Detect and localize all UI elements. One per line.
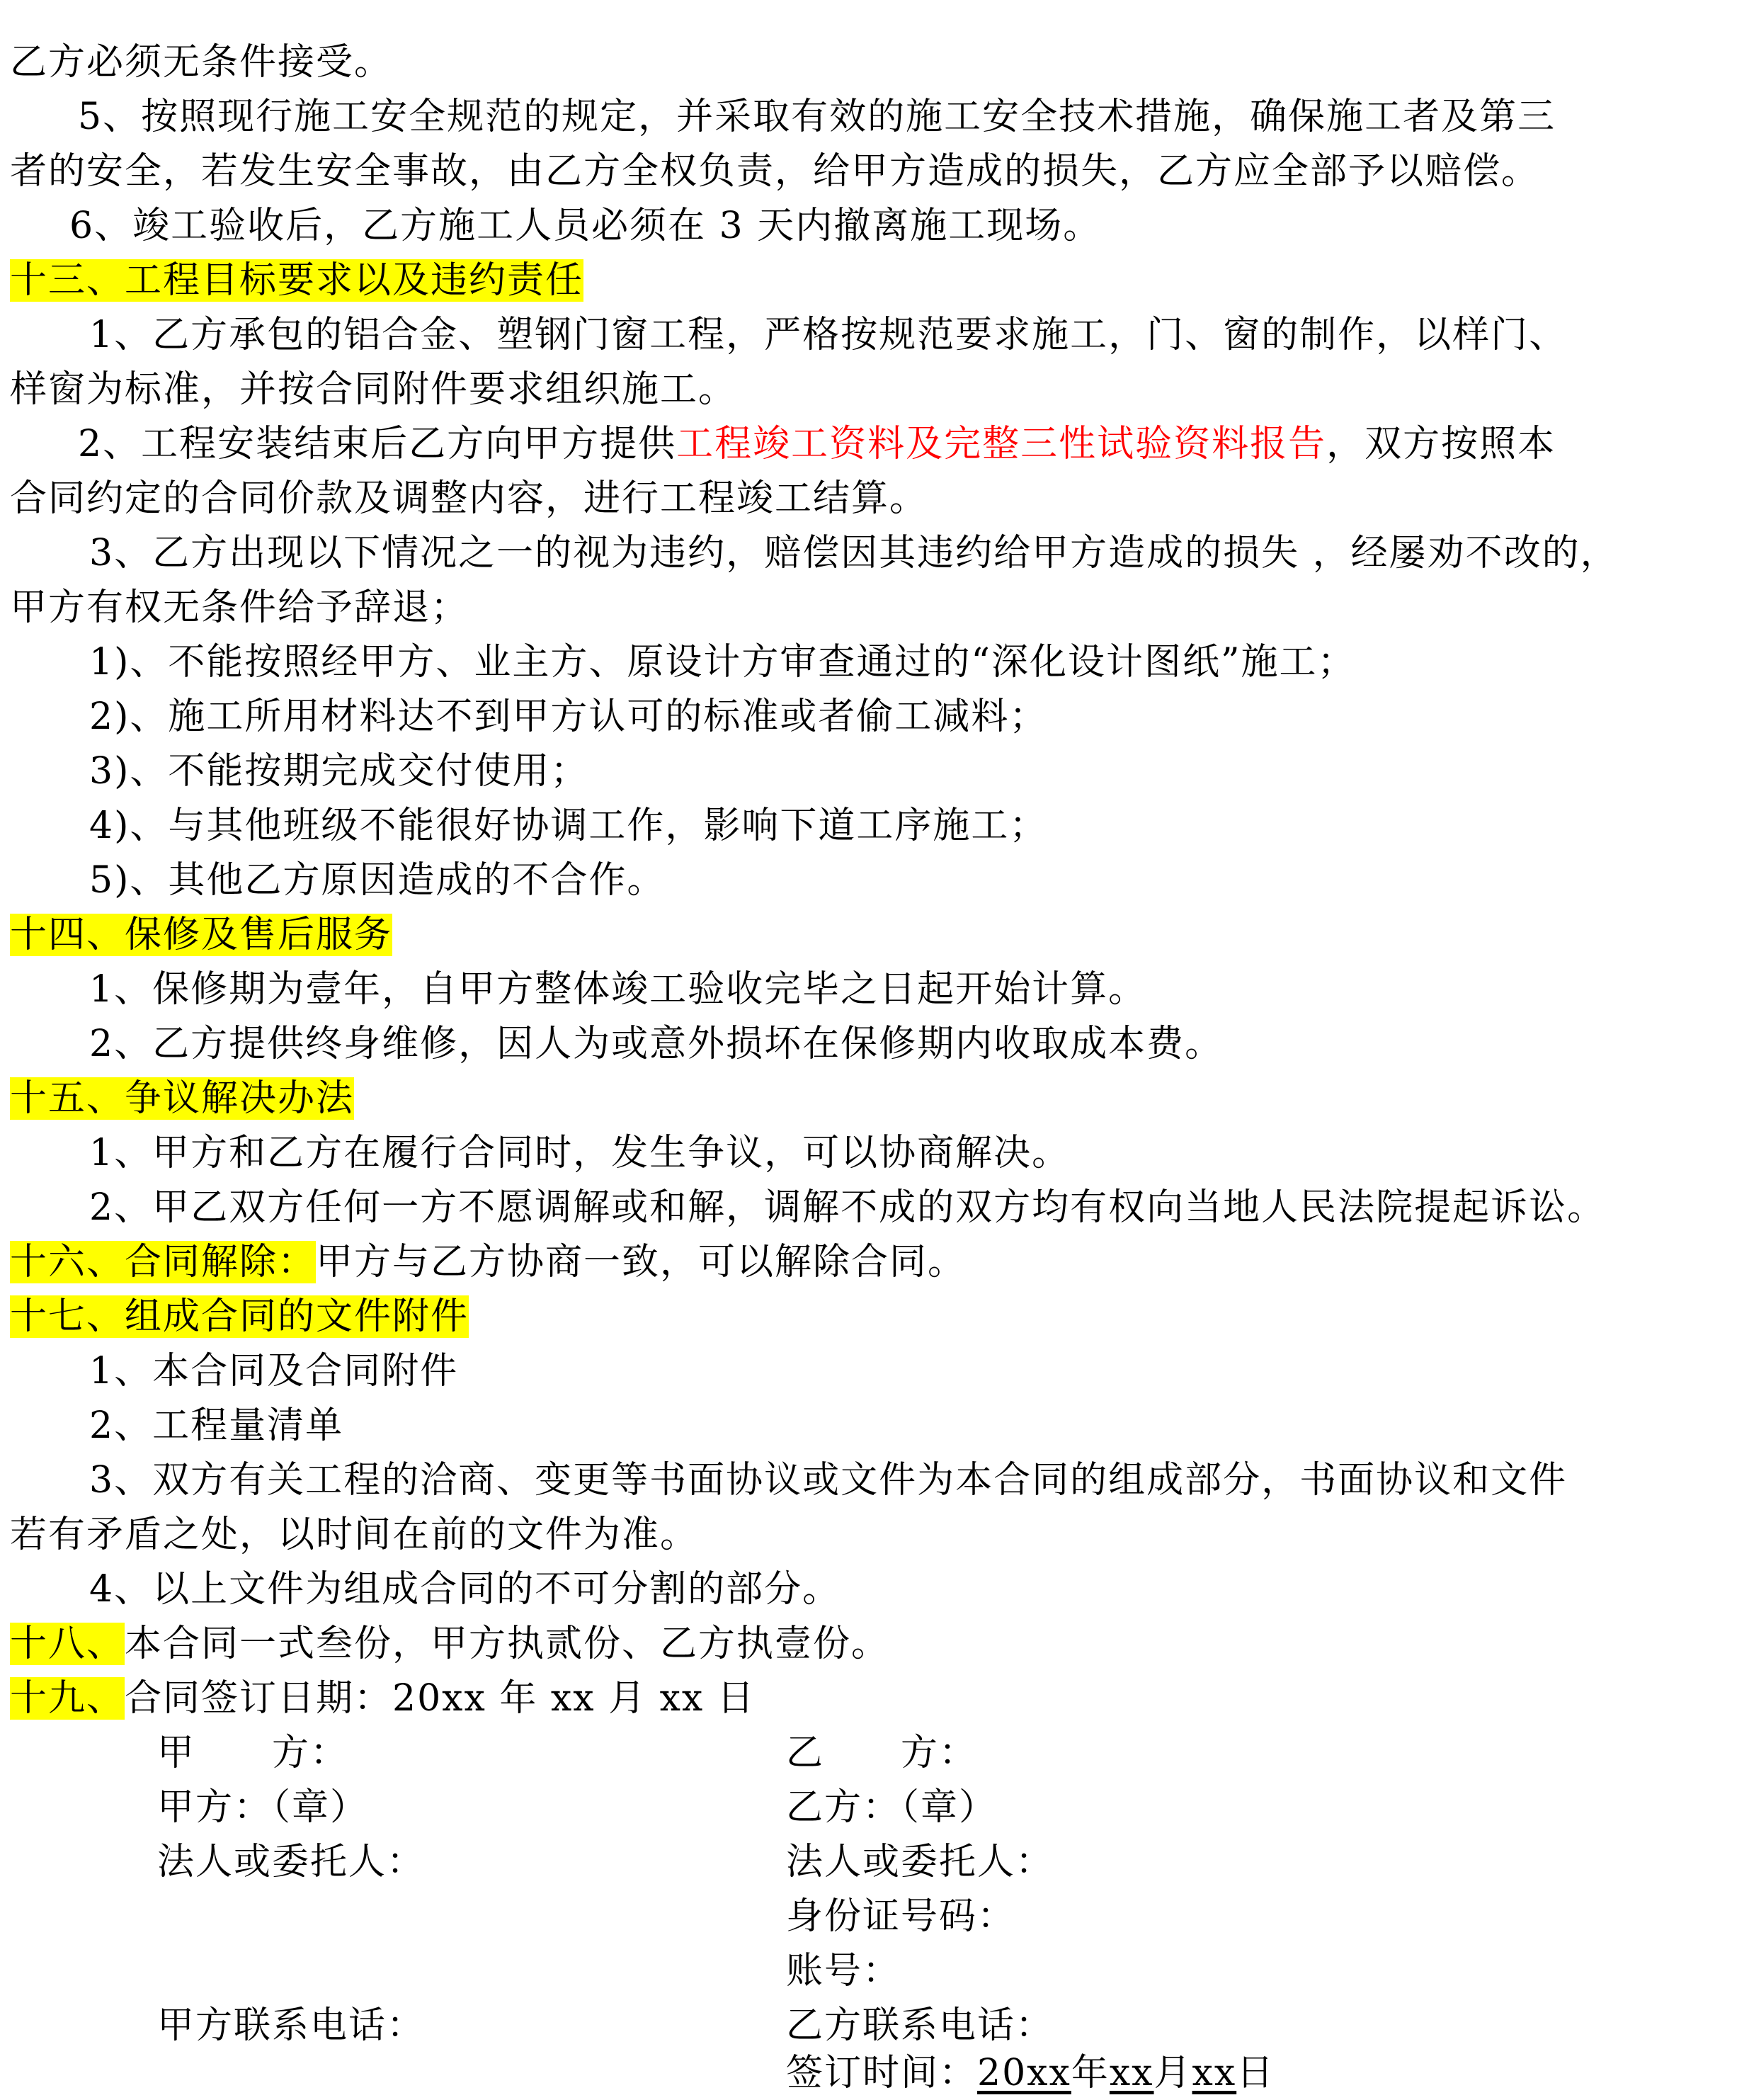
- list-item: 5)、其他乙方原因造成的不合作。: [89, 859, 666, 902]
- party-b-seal: 乙方：（章）: [786, 1786, 998, 1829]
- body-line: 合同约定的合同价款及调整内容，进行工程竣工结算。: [10, 477, 928, 520]
- section-heading-18: 十八、本合同一式叁份，甲方执贰份、乙方执壹份。: [10, 1623, 890, 1665]
- list-item: 4、以上文件为组成合同的不可分割的部分。: [89, 1568, 841, 1611]
- list-item: 1、本合同及合同附件: [89, 1350, 459, 1392]
- party-a-label: 甲 方：: [157, 1732, 349, 1774]
- party-b-phone: 乙方联系电话：: [786, 2004, 1054, 2047]
- body-line: 甲方有权无条件给予辞退；: [10, 586, 469, 629]
- body-line: 2、甲乙双方任何一方不愿调解或和解，调解不成的双方均有权向当地人民法院提起诉讼。: [89, 1186, 1606, 1229]
- list-item: 3、双方有关工程的洽商、变更等书面协议或文件为本合同的组成部分，书面协议和文件: [89, 1459, 1568, 1502]
- party-b-account: 账号：: [786, 1950, 901, 1992]
- signing-date: 签订时间：20xx年xx月xx日: [786, 2052, 1275, 2094]
- list-item: 1)、不能按照经甲方、业主方、原设计方审查通过的“深化设计图纸”施工；: [89, 641, 1356, 683]
- party-b-id-number: 身份证号码：: [786, 1895, 1016, 1938]
- body-line: 1、甲方和乙方在履行合同时，发生争议，可以协商解决。: [89, 1132, 1071, 1174]
- body-line: 6、竣工验收后，乙方施工人员必须在 3 天内撤离施工现场。: [69, 205, 1102, 247]
- section-heading-13: 十三、工程目标要求以及违约责任: [10, 259, 584, 302]
- list-item: 3)、不能按期完成交付使用；: [89, 750, 589, 793]
- body-line: 乙方必须无条件接受。: [10, 41, 393, 84]
- body-line: 2、工程安装结束后乙方向甲方提供工程竣工资料及完整三性试验资料报告，双方按照本: [78, 423, 1556, 465]
- party-a-phone: 甲方联系电话：: [157, 2004, 426, 2047]
- party-a-seal: 甲方：（章）: [157, 1786, 369, 1829]
- body-line: 1、保修期为壹年，自甲方整体竣工验收完毕之日起开始计算。: [89, 968, 1147, 1011]
- party-b-label: 乙 方：: [786, 1732, 978, 1774]
- party-b-representative: 法人或委托人：: [786, 1841, 1054, 1883]
- body-line: 若有矛盾之处，以时间在前的文件为准。: [10, 1514, 699, 1556]
- section-heading-17: 十七、组成合同的文件附件: [10, 1295, 469, 1338]
- list-item: 4)、与其他班级不能很好协调工作，影响下道工序施工；: [89, 805, 1048, 847]
- party-a-representative: 法人或委托人：: [157, 1841, 426, 1883]
- body-line: 样窗为标准，并按合同附件要求组织施工。: [10, 368, 737, 411]
- list-item: 2、工程量清单: [89, 1404, 344, 1447]
- section-heading-19: 十九、合同签订日期：20xx 年 xx 月 xx 日: [10, 1677, 756, 1720]
- body-line: 3、乙方出现以下情况之一的视为违约，赔偿因其违约给甲方造成的损失 ，经屡劝不改的，: [89, 532, 1619, 574]
- list-item: 2)、施工所用材料达不到甲方认可的标准或者偷工减料；: [89, 696, 1048, 738]
- section-heading-16: 十六、合同解除：甲方与乙方协商一致，可以解除合同。: [10, 1241, 967, 1283]
- body-line: 者的安全，若发生安全事故，由乙方全权负责，给甲方造成的损失，乙方应全部予以赔偿。: [10, 150, 1540, 193]
- body-line: 2、乙方提供终身维修，因人为或意外损坏在保修期内收取成本费。: [89, 1023, 1224, 1065]
- body-line: 1、乙方承包的铝合金、塑钢门窗工程，严格按规范要求施工，门、窗的制作，以样门、: [89, 314, 1568, 356]
- section-heading-15: 十五、争议解决办法: [10, 1077, 355, 1120]
- body-line: 5、按照现行施工安全规范的规定，并采取有效的施工安全技术措施，确保施工者及第三: [78, 96, 1556, 138]
- highlighted-red-text: 工程竣工资料及完整三性试验资料报告: [676, 423, 1327, 465]
- section-heading-14: 十四、保修及售后服务: [10, 914, 393, 956]
